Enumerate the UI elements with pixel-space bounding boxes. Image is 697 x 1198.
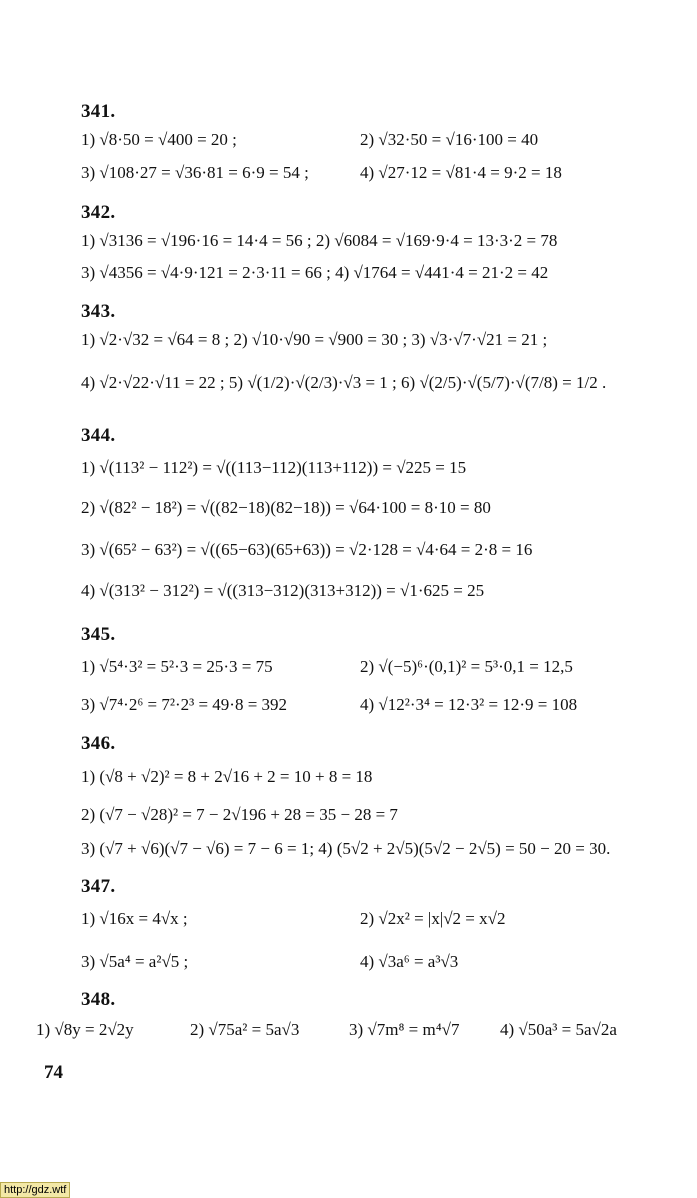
page-number: 74: [44, 1062, 63, 1083]
equation-341-4: 4) √27·12 = √81·4 = 9·2 = 18: [360, 163, 562, 182]
equation-342-2: 3) √4356 = √4·9·121 = 2·3·11 = 66 ; 4) √1764 = √441·4 = 21·2 = 42: [81, 263, 549, 282]
equation-347-4: 4) √3a⁶ = a³√3: [360, 952, 459, 971]
equation-344-1: 1) √(113² − 112²) = √((113−112)(113+112)) = √225 = 15: [81, 458, 467, 477]
equation-346-3: 3) (√7 + √6)(√7 − √6) = 7 − 6 = 1; 4) (5√2 + 2√5)(5√2 − 2√5) = 50 − 20 = 30.: [81, 839, 611, 858]
problem-number-348: 348.: [81, 989, 116, 1010]
equation-343-2: 4) √2·√22·√11 = 22 ; 5) √(1/2)·√(2/3)·√3 = 1 ; 6) √(2/5)·√(5/7)·√(7/8) = 1/2 .: [81, 373, 607, 392]
equation-346-1: 1) (√8 + √2)² = 8 + 2√16 + 2 = 10 + 8 = 18: [81, 767, 373, 786]
equation-347-1: 1) √16x = 4√x ;: [81, 909, 188, 928]
equation-348-1: 1) √8y = 2√2y: [36, 1020, 134, 1039]
equation-344-4: 4) √(313² − 312²) = √((313−312)(313+312)) = √1·625 = 25: [81, 581, 485, 600]
equation-343-1: 1) √2·√32 = √64 = 8 ; 2) √10·√90 = √900 = 30 ; 3) √3·√7·√21 = 21 ;: [81, 330, 548, 349]
equation-341-1: 1) √8·50 = √400 = 20 ;: [81, 130, 237, 149]
equation-341-2: 2) √32·50 = √16·100 = 40: [360, 130, 539, 149]
problem-number-341: 341.: [81, 101, 116, 122]
equation-348-4: 4) √50a³ = 5a√2a: [500, 1020, 617, 1039]
equation-345-1: 1) √5⁴·3² = 5²·3 = 25·3 = 75: [81, 657, 273, 676]
watermark-link[interactable]: http://gdz.wtf: [0, 1182, 70, 1198]
equation-345-4: 4) √12²·3⁴ = 12·3² = 12·9 = 108: [360, 695, 578, 714]
problem-number-342: 342.: [81, 202, 116, 223]
equation-347-3: 3) √5a⁴ = a²√5 ;: [81, 952, 189, 971]
equation-348-3: 3) √7m⁸ = m⁴√7: [349, 1020, 460, 1039]
problem-number-344: 344.: [81, 425, 116, 446]
problem-number-343: 343.: [81, 301, 116, 322]
equation-347-2: 2) √2x² = |x|√2 = x√2: [360, 909, 506, 928]
equation-344-3: 3) √(65² − 63²) = √((65−63)(65+63)) = √2·128 = √4·64 = 2·8 = 16: [81, 540, 533, 559]
problem-number-345: 345.: [81, 624, 116, 645]
equation-342-1: 1) √3136 = √196·16 = 14·4 = 56 ; 2) √6084 = √169·9·4 = 13·3·2 = 78: [81, 231, 558, 250]
problem-number-347: 347.: [81, 876, 116, 897]
equation-341-3: 3) √108·27 = √36·81 = 6·9 = 54 ;: [81, 163, 309, 182]
equation-345-3: 3) √7⁴·2⁶ = 7²·2³ = 49·8 = 392: [81, 695, 288, 714]
equation-345-2: 2) √(−5)⁶·(0,1)² = 5³·0,1 = 12,5: [360, 657, 573, 676]
problem-number-346: 346.: [81, 733, 116, 754]
equation-348-2: 2) √75a² = 5a√3: [190, 1020, 300, 1039]
equation-344-2: 2) √(82² − 18²) = √((82−18)(82−18)) = √64·100 = 8·10 = 80: [81, 498, 491, 517]
equation-346-2: 2) (√7 − √28)² = 7 − 2√196 + 28 = 35 − 28 = 7: [81, 805, 398, 824]
